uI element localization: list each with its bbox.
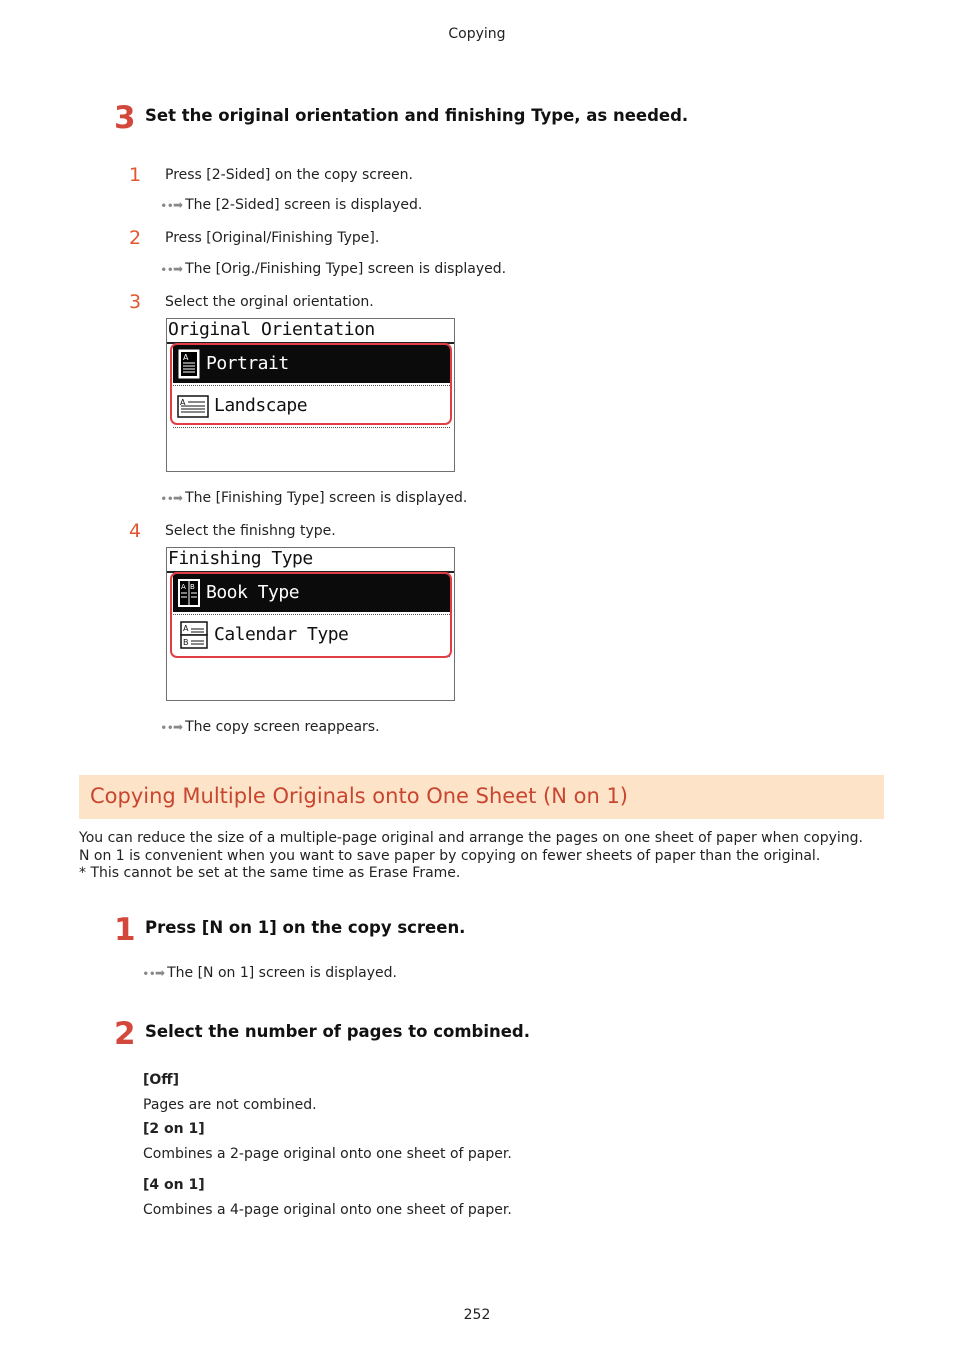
result-arrow-icon: ∙∙➡ [160,198,183,212]
svg-text:A: A [183,353,188,362]
finishing-type-screen [166,547,455,701]
option-calendar-type[interactable]: A B Calendar Type [173,616,450,654]
intro-line: * This cannot be set at the same time as Erase Frame. [79,865,461,881]
highlight-frame [170,343,452,425]
step-title: Select the number of pages to combined. [145,1022,531,1041]
option-book-type[interactable]: A B Book Type [173,574,450,612]
substep-result: ∙∙➡ The copy screen reappears. [160,719,380,735]
section-intro [79,830,863,883]
step-number: 2 [114,1016,136,1052]
substep-text: Select the finishng type. [165,523,336,539]
highlight-frame [170,572,452,658]
option-portrait[interactable]: A Portrait [173,345,450,383]
substep-text: Press [Original/Finishing Type]. [165,230,380,246]
svg-text:A: A [180,398,185,407]
result-arrow-icon: ∙∙➡ [160,262,183,276]
option-description: Combines a 2-page original onto one sheet of paper. [143,1146,512,1162]
result-arrow-icon: ∙∙➡ [160,491,183,505]
substep-result: ∙∙➡ The [Finishing Type] screen is displayed. [160,490,468,506]
substep-text: Select the orginal orientation. [165,294,374,310]
option-landscape[interactable]: A Landscape [173,387,450,425]
step-title: Press [N on 1] on the copy screen. [145,918,466,937]
option-label: [4 on 1] [143,1177,205,1193]
intro-line: You can reduce the size of a multiple-page original and arrange the pages on one sheet of paper when copying. [79,830,863,846]
step-result: ∙∙➡ The [N on 1] screen is displayed. [142,965,397,981]
result-arrow-icon: ∙∙➡ [160,720,183,734]
svg-text:A: A [181,583,186,591]
substep-number: 2 [129,227,142,249]
substep-result: ∙∙➡ The [Orig./Finishing Type] screen is displayed. [160,261,507,277]
svg-text:A: A [183,624,188,633]
option-label: [2 on 1] [143,1121,205,1137]
option-description: Combines a 4-page original onto one sheet of paper. [143,1202,512,1218]
step-number: 3 [114,100,136,136]
option-description: Pages are not combined. [143,1097,317,1113]
orientation-screen [166,318,455,472]
svg-text:B: B [183,638,188,647]
step-number: 1 [114,912,136,948]
substep-result: ∙∙➡ The [2-Sided] screen is displayed. [160,197,423,213]
screen-title: Original Orientation [167,319,454,344]
substep-number: 3 [129,291,142,313]
intro-line: N on 1 is convenient when you want to save paper by copying on fewer sheets of paper than the original. [79,847,821,864]
substep-text: Press [2-Sided] on the copy screen. [165,167,413,183]
substep-number: 1 [129,164,142,186]
substep-number: 4 [129,520,142,542]
screen-title: Finishing Type [167,548,454,573]
option-label: [Off] [143,1072,180,1088]
running-header: Copying [448,26,506,42]
section-heading-band [79,775,884,819]
section-title: Copying Multiple Originals onto One Sheet (N on 1) [90,784,629,808]
result-arrow-icon: ∙∙➡ [142,966,165,980]
step-title: Set the original orientation and finishing Type, as needed. [145,106,689,125]
page-number: 252 [463,1307,491,1323]
svg-text:B: B [190,583,195,591]
